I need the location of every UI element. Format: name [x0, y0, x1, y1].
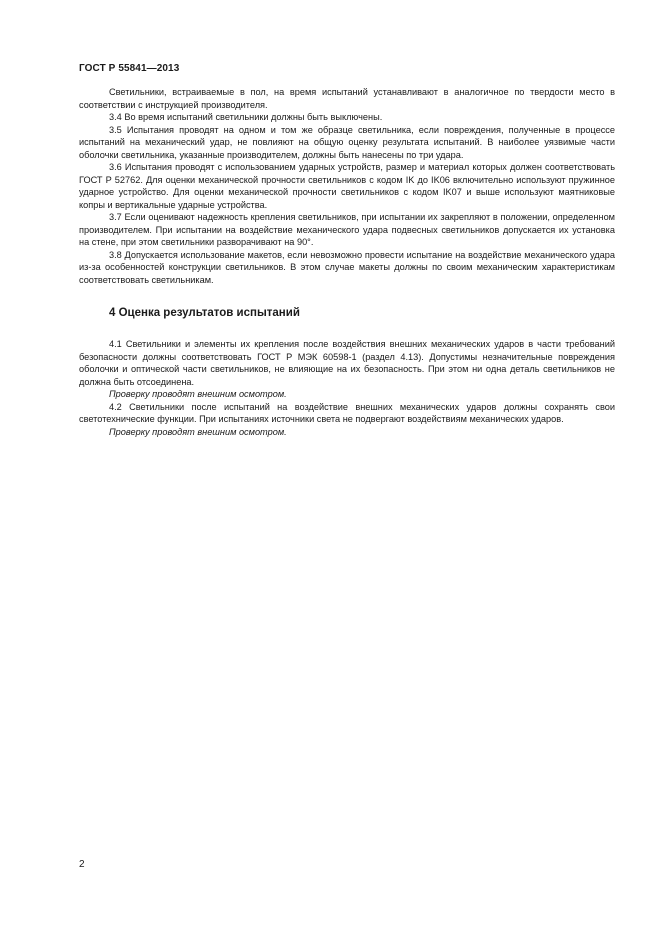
page-number: 2	[79, 859, 85, 870]
paragraph-3-8: 3.8 Допускается использование макетов, если невозможно провести испытание на воздействие механического удара из-за особенностей конструкции светильников. В этом случае макеты должны по своим механическим характеристикам соответствовать светильникам.	[79, 249, 615, 285]
check-note-4-2: Проверку проводят внешним осмотром.	[109, 426, 287, 437]
paragraph-3-4: 3.4 Во время испытаний светильники должны быть выключены.	[109, 112, 383, 122]
paragraph-4-2: 4.2 Светильники после испытаний на воздействие внешних механических ударов должны сохранять свои светотехнические функции. При испытаниях источники света не подвергают воздействиям механических ударов.	[79, 401, 615, 424]
document-body	[79, 86, 615, 438]
check-note-4-1: Проверку проводят внешним осмотром.	[109, 389, 287, 399]
paragraph-3-7: 3.7 Если оценивают надежность крепления светильников, при испытании их закрепляют в положении, определенном производителем. При испытании на воздействие механического удара подвесных светильников допускается их установка на стене, при этом светильники разворачивают на 90°.	[79, 212, 615, 247]
paragraph-4-1: 4.1 Светильники и элементы их крепления после воздействия внешних механических ударов в части требований безопасности должны соответствовать ГОСТ Р МЭК 60598-1 (раздел 4.13). Допустимы незначительные повреждения оболочки и оптической части светильников, не влияющие на их безопасность. При этом ни одна деталь светильников не должна быть отсоединена.	[79, 339, 615, 387]
paragraph-3-5: 3.5 Испытания проводят на одном и том же образце светильника, если повреждения, полученные в процессе испытаний на механический удар, не повлияют на общую оценку результата испытаний. В наиболее уязвимые части оболочки светильника, указанные производителем, должны быть нанесены по три удара.	[79, 124, 615, 160]
paragraph-3-6: 3.6 Испытания проводят с использованием ударных устройств, размер и материал которых должен соответствовать ГОСТ Р 52762. Для оценки механической прочности светильников с кодом IK до IK06 включительно используют пружинное ударное устройство. Для оценки механической прочности светильников с кодом IK07 и выше используют маятниковые копры и вертикальные ударные устройства.	[79, 162, 615, 210]
paragraph-3-3-cont: Светильники, встраиваемые в пол, на время испытаний устанавливают в аналогичное по твердости место в соответствии с инструкцией производителя.	[79, 87, 615, 110]
document-header: ГОСТ Р 55841—2013	[79, 63, 180, 74]
section-4-title: 4 Оценка результатов испытаний	[109, 307, 300, 319]
